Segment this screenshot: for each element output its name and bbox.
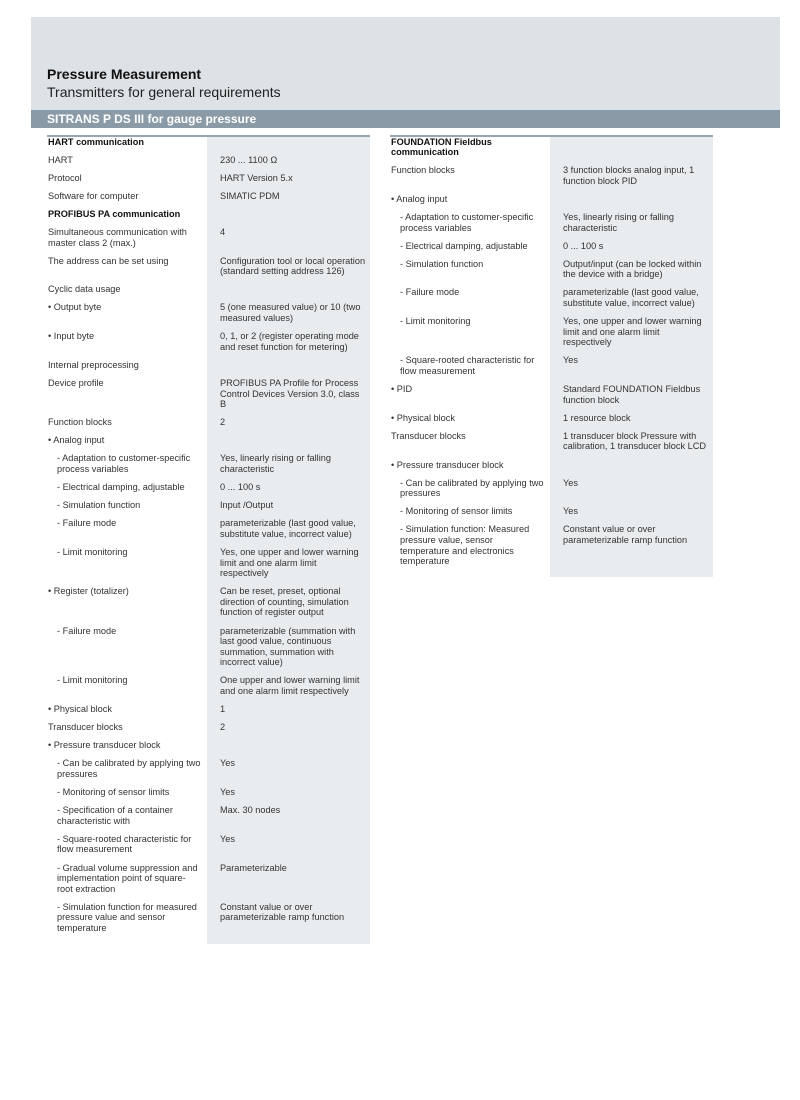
spec-label: • Output byte <box>48 302 102 313</box>
spec-label: Cyclic data usage <box>48 284 121 295</box>
spec-label: - Adaptation to customer-specific process variables <box>57 453 191 474</box>
spec-row <box>390 383 713 412</box>
spec-value: 2 <box>220 722 226 733</box>
spec-label: • Input byte <box>48 331 95 342</box>
spec-value: Yes, one upper and lower warning limit and one alarm limit respectively <box>220 546 359 579</box>
page-subtitle: Transmitters for general requirements <box>47 84 281 100</box>
spec-value: 2 <box>220 417 226 428</box>
spec-row <box>47 434 370 452</box>
spec-label: - Gradual volume suppression and implementation point of square-root extraction <box>57 862 198 894</box>
spec-label: • Register (totalizer) <box>48 586 129 597</box>
spec-row <box>47 376 370 415</box>
spec-row <box>47 517 370 546</box>
spec-label: - Limit monitoring <box>400 316 471 327</box>
spec-label: - Monitoring of sensor limits <box>57 787 170 798</box>
spec-value: SIMATIC PDM <box>220 190 280 201</box>
spec-label: - Monitoring of sensor limits <box>400 506 513 517</box>
spec-value <box>207 360 370 371</box>
spec-label: Function blocks <box>391 165 455 176</box>
spec-row <box>390 354 713 383</box>
spec-label: Protocol <box>48 172 82 183</box>
spec-value: Parameterizable <box>220 862 287 873</box>
spec-label: • Pressure transducer block <box>48 740 161 751</box>
spec-label: - Simulation function <box>57 500 141 511</box>
spec-row <box>390 257 713 286</box>
spec-row <box>390 135 713 164</box>
spec-row <box>47 330 370 359</box>
spec-row <box>47 207 370 225</box>
spec-row <box>47 358 370 376</box>
spec-value: Input /Output <box>220 500 274 511</box>
spec-label: - Specification of a container characteristic with <box>57 805 173 826</box>
spec-value: Yes, linearly rising or falling characteristic <box>220 453 331 474</box>
spec-row <box>390 210 713 239</box>
spec-row <box>47 225 370 254</box>
spec-row <box>47 481 370 499</box>
spec-value: 230 ... 1100 Ω <box>220 154 278 165</box>
spec-label: - Can be calibrated by applying two pressures <box>57 758 201 779</box>
spec-value <box>207 740 370 751</box>
spec-row <box>47 721 370 739</box>
spec-row <box>47 545 370 584</box>
spec-value: parameterizable (summation with last good value, continuous summation, summation with incorrect value) <box>220 625 356 668</box>
spec-value: Yes <box>220 833 235 844</box>
spec-row <box>390 286 713 315</box>
spec-label: - Simulation function for measured pressure value and sensor temperature <box>57 901 197 933</box>
spec-label: Transducer blocks <box>391 430 466 441</box>
spec-row <box>390 523 713 573</box>
spec-row <box>47 739 370 757</box>
spec-label: • Pressure transducer block <box>391 459 504 470</box>
spec-label: HART <box>48 154 73 165</box>
spec-label: The address can be set using <box>48 255 169 266</box>
spec-value: 1 transducer block Pressure with calibration, 1 transducer block LCD <box>563 430 706 452</box>
spec-value <box>207 435 370 446</box>
spec-row <box>47 832 370 861</box>
spec-value: Yes, linearly rising or falling characteristic <box>563 211 674 233</box>
spec-row <box>390 458 713 476</box>
spec-value: parameterizable (last good value, substitute value, incorrect value) <box>563 287 699 309</box>
spec-label: - Simulation function <box>400 258 484 269</box>
spec-label: • PID <box>391 384 413 395</box>
spec-value: Max. 30 nodes <box>220 805 281 816</box>
spec-row <box>47 171 370 189</box>
spec-label: - Square-rooted characteristic for flow measurement <box>400 355 535 376</box>
spec-label: • Analog input <box>48 435 105 446</box>
spec-value: 5 (one measured value) or 10 (two measured values) <box>220 302 361 324</box>
section-title: SITRANS P DS III for gauge pressure <box>47 112 257 126</box>
spec-label: - Limit monitoring <box>57 546 128 557</box>
spec-row <box>390 411 713 429</box>
spec-value: One upper and lower warning limit and one alarm limit respectively <box>220 675 360 696</box>
spec-row <box>47 254 370 283</box>
spec-value: 0, 1, or 2 (register operating mode and reset function for metering) <box>220 331 359 352</box>
spec-value <box>207 137 370 148</box>
spec-label: Transducer blocks <box>48 722 123 733</box>
spec-label: • Physical block <box>391 412 455 423</box>
spec-row <box>390 315 713 354</box>
spec-row <box>47 416 370 434</box>
spec-label: Function blocks <box>48 417 112 428</box>
spec-value <box>550 137 713 158</box>
spec-row <box>47 674 370 703</box>
spec-value <box>207 284 370 295</box>
spec-row <box>47 804 370 833</box>
spec-value: 0 ... 100 s <box>563 240 604 251</box>
spec-row <box>390 239 713 257</box>
spec-value: 3 function blocks analog input, 1 function block PID <box>563 165 695 186</box>
spec-value: Yes <box>220 758 235 769</box>
spec-label: • Analog input <box>391 193 448 204</box>
spec-value: Yes <box>563 355 578 366</box>
left-spec-table <box>47 135 370 940</box>
spec-value <box>550 194 713 205</box>
spec-row <box>47 283 370 301</box>
spec-row <box>47 499 370 517</box>
spec-label: FOUNDATION Fieldbus communication <box>391 136 492 158</box>
spec-value: 1 <box>220 704 226 715</box>
spec-value: Standard FOUNDATION Fieldbus function block <box>563 384 701 405</box>
spec-value: Yes <box>220 787 235 798</box>
spec-row <box>47 189 370 207</box>
spec-row <box>390 505 713 523</box>
spec-label: - Electrical damping, adjustable <box>57 482 185 493</box>
spec-label: Simultaneous communication with master class 2 (max.) <box>48 226 187 248</box>
spec-label: • Physical block <box>48 704 112 715</box>
spec-row <box>390 164 713 193</box>
spec-value: 1 resource block <box>563 412 631 423</box>
spec-row <box>47 703 370 721</box>
spec-value: Can be reset, preset, optional direction of counting, simulation function of register output <box>220 586 349 618</box>
spec-row <box>47 452 370 481</box>
spec-label: Device profile <box>48 377 104 388</box>
spec-label: - Square-rooted characteristic for flow measurement <box>57 833 192 855</box>
spec-value: Yes, one upper and lower warning limit and one alarm limit respectively <box>563 316 702 348</box>
spec-value: Constant value or over parameterizable ramp function <box>220 901 345 923</box>
spec-row <box>47 135 370 153</box>
spec-label: - Failure mode <box>57 625 117 636</box>
spec-label: - Simulation function: Measured pressure value, sensor temperature and electronics temperature <box>400 524 530 567</box>
spec-value: Constant value or over parameterizable ramp function <box>563 524 688 546</box>
spec-label: - Adaptation to customer-specific process variables <box>400 211 534 233</box>
spec-label: - Failure mode <box>57 518 117 529</box>
spec-label: Software for computer <box>48 190 139 201</box>
spec-label: - Failure mode <box>400 287 460 298</box>
spec-row <box>47 757 370 786</box>
spec-value: PROFIBUS PA Profile for Process Control Devices Version 3.0, class B <box>220 377 360 410</box>
spec-label: - Can be calibrated by applying two pressures <box>400 477 544 499</box>
spec-row <box>47 585 370 624</box>
spec-label: - Electrical damping, adjustable <box>400 240 528 251</box>
spec-row <box>47 786 370 804</box>
spec-row <box>390 429 713 458</box>
spec-value: Yes <box>563 477 578 488</box>
spec-value: parameterizable (last good value, substitute value, incorrect value) <box>220 518 356 539</box>
page-title: Pressure Measurement <box>47 66 202 82</box>
spec-label: PROFIBUS PA communication <box>48 208 181 219</box>
spec-label: Internal preprocessing <box>48 359 139 370</box>
spec-value <box>207 209 370 220</box>
spec-value <box>550 460 713 471</box>
spec-label: - Limit monitoring <box>57 675 128 686</box>
spec-row <box>47 861 370 900</box>
spec-value: Configuration tool or local operation (standard setting address 126) <box>220 255 366 277</box>
spec-row <box>47 301 370 330</box>
spec-value: Yes <box>563 506 578 517</box>
spec-row <box>47 153 370 171</box>
spec-value: 4 <box>220 226 226 237</box>
right-spec-table <box>390 135 713 573</box>
spec-row <box>390 476 713 505</box>
spec-row <box>47 624 370 674</box>
spec-label: HART communication <box>48 136 144 147</box>
spec-value: Output/input (can be locked within the device with a bridge) <box>563 258 702 280</box>
spec-row <box>47 900 370 939</box>
spec-value: 0 ... 100 s <box>220 482 261 493</box>
spec-value: HART Version 5.x <box>220 172 293 183</box>
spec-row <box>390 192 713 210</box>
